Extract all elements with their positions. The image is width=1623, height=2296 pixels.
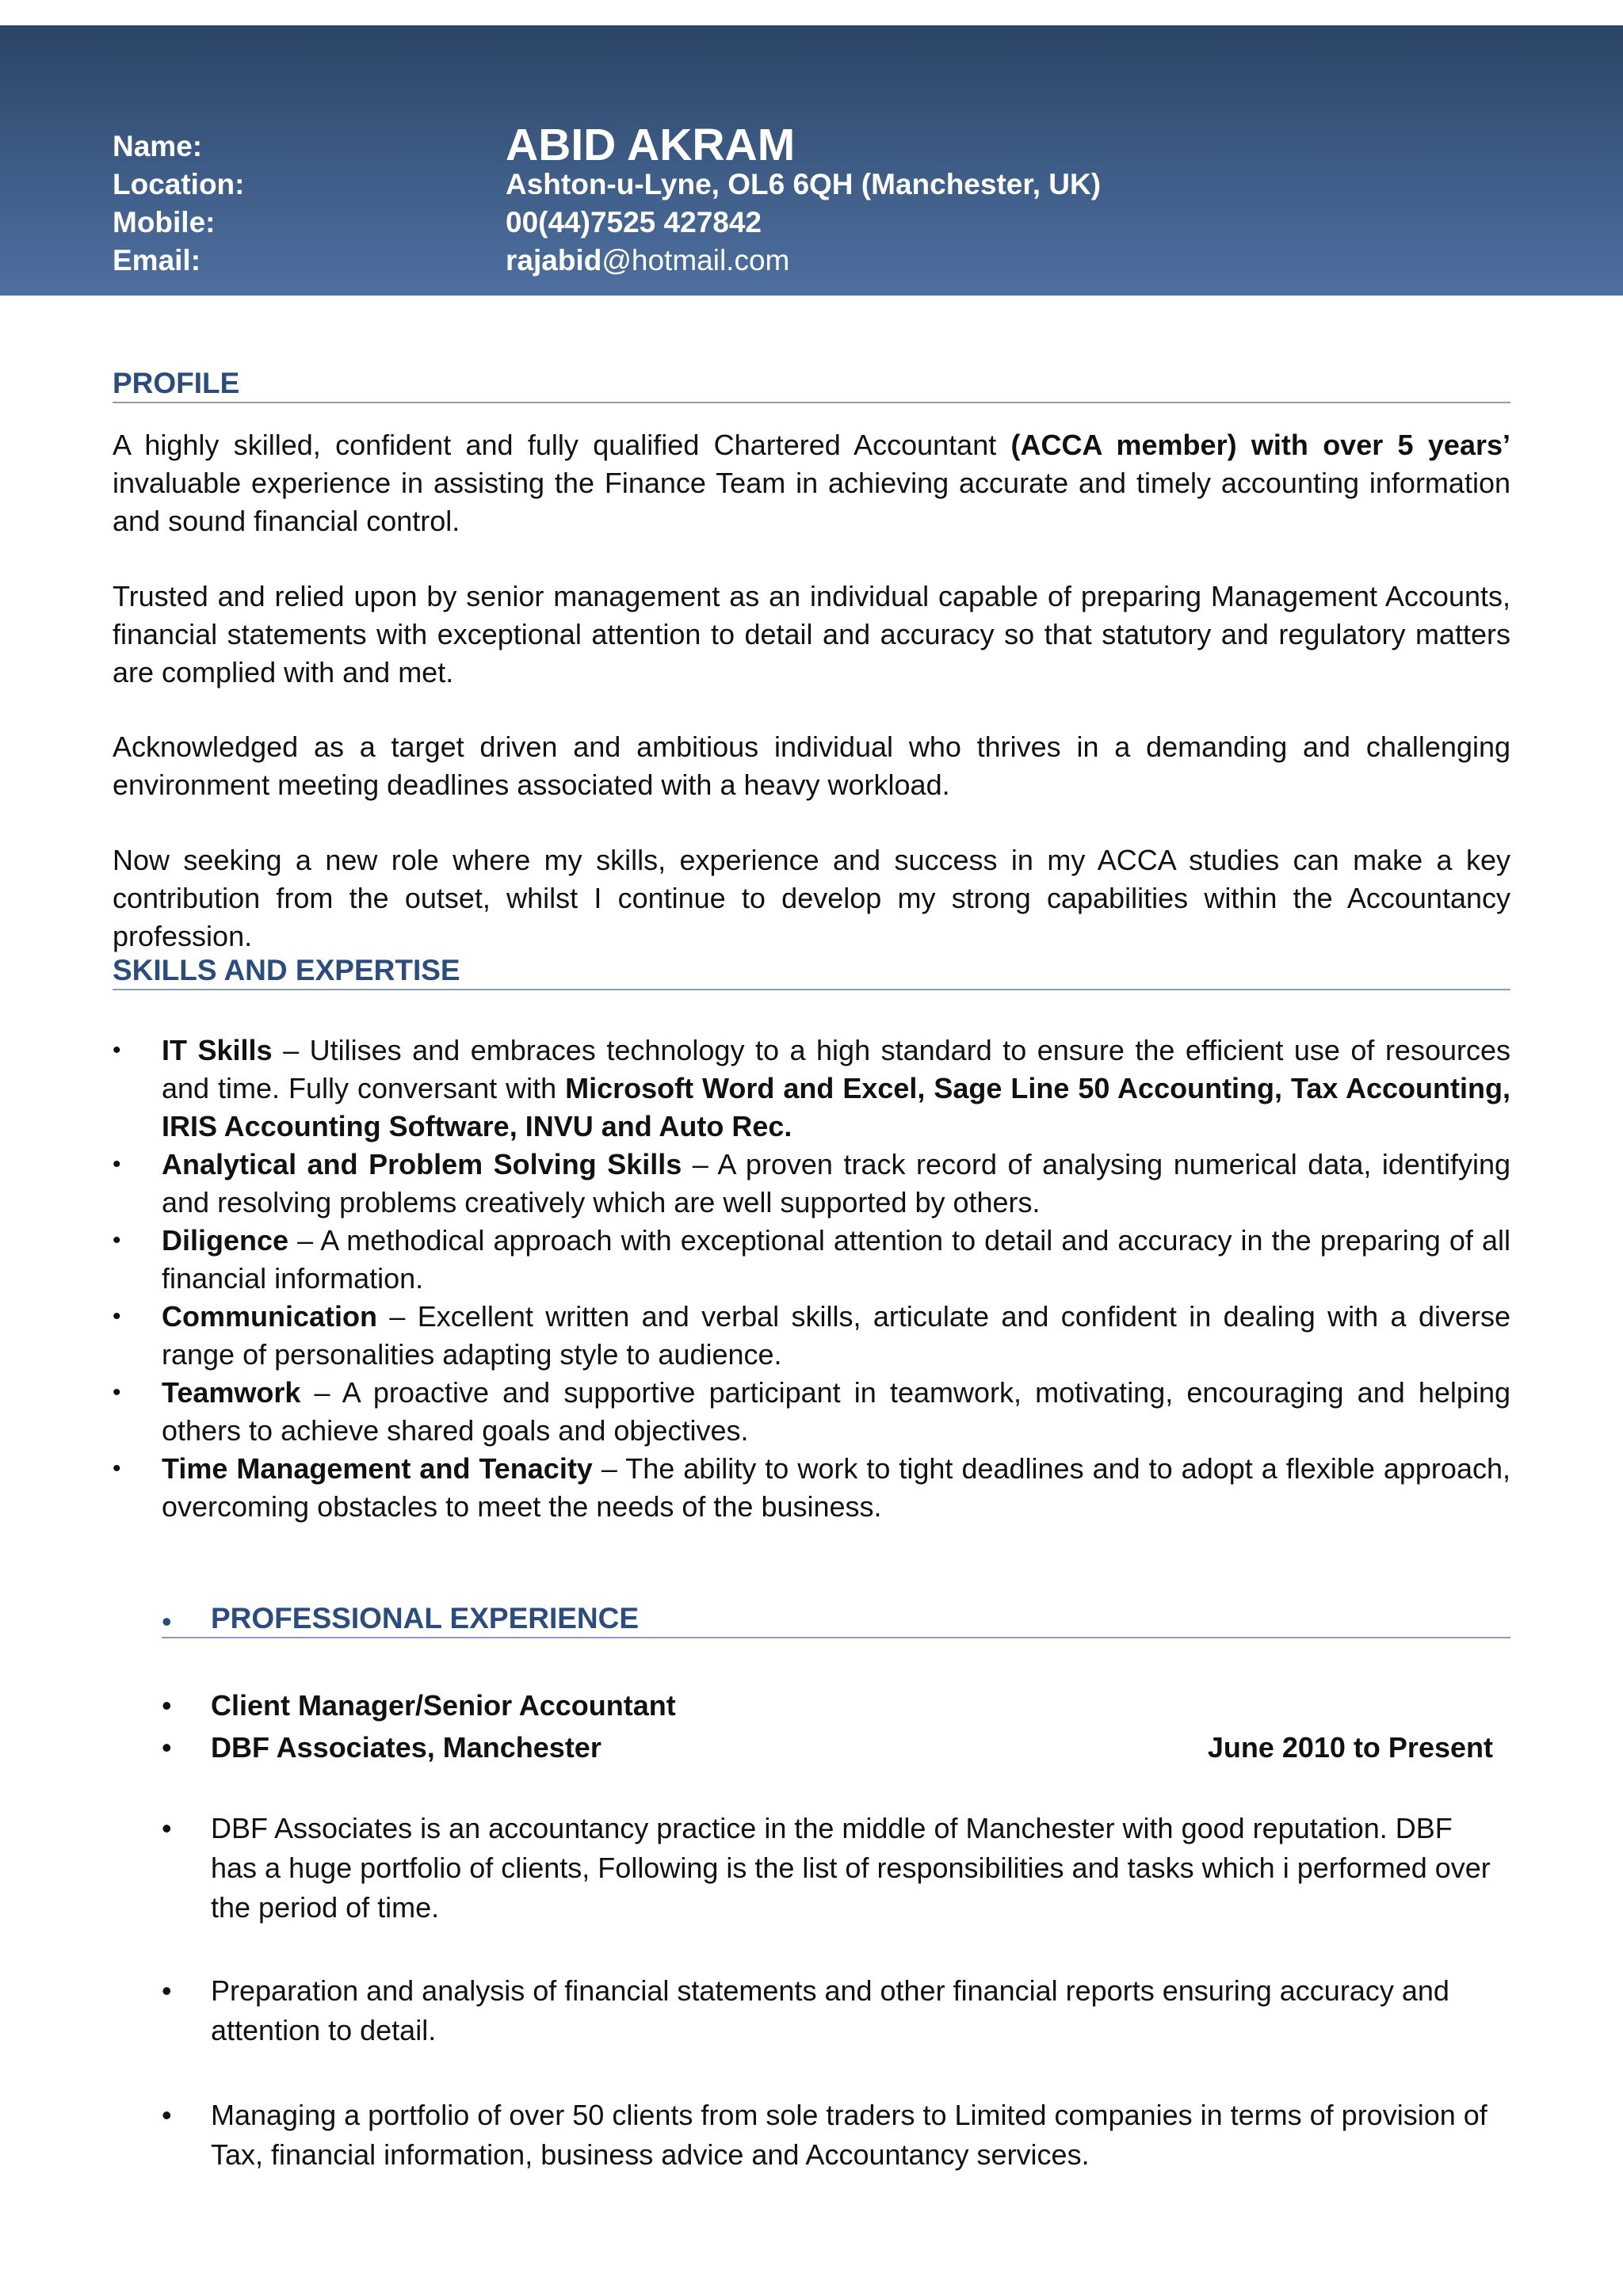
bullet: • [162, 1731, 172, 1764]
skill-teamwork-text: – A proactive and supportive participant in teamwork, motivating, encouraging and helping others to achieve shared goals and objectives. [162, 1376, 1510, 1447]
skill-item-analytical [113, 1146, 1510, 1222]
skill-diligence-text: – A methodical approach with exceptional attention to detail and accuracy in the preparing of all financial information. [162, 1224, 1510, 1295]
skill-communication-head: Communication [162, 1300, 378, 1333]
email-domain: @hotmail.com [601, 244, 790, 277]
experience-dates: June 2010 to Present [1207, 1731, 1493, 1764]
email-user: rajabid [506, 244, 602, 277]
skill-it-head: IT Skills [162, 1034, 273, 1066]
profile-paragraph-3: Acknowledged as a target driven and ambitious individual who thrives in a demanding and challenging environment meeting deadlines associated with a heavy workload. [113, 730, 1510, 801]
skills-list [113, 1032, 1510, 1526]
skill-teamwork-head: Teamwork [162, 1376, 301, 1409]
profile-p1-bold: (ACCA member) with over 5 years’ [1010, 429, 1510, 461]
profile-p1-text-end: invaluable experience in assisting the Finance Team in achieving accurate and timely accounting information and sound financial control. [113, 467, 1510, 537]
name-label: Name: [113, 130, 203, 162]
skill-item-communication [113, 1298, 1510, 1374]
profile-paragraph-2: Trusted and relied upon by senior management as an individual capable of preparing Management Accounts, financial statements with exceptional attention to detail and accuracy so that statutory and regulatory matters are complied with and met. [113, 580, 1510, 688]
skill-item-diligence [113, 1222, 1510, 1298]
skill-item-time-management [113, 1450, 1510, 1526]
location-value: Ashton-u-Lyne, OL6 6QH (Manchester, UK) [506, 168, 1102, 200]
mobile-label: Mobile: [113, 206, 216, 238]
skill-item-teamwork [113, 1374, 1510, 1450]
location-label: Location: [113, 168, 245, 200]
skill-time-text: – The ability to work to tight deadlines and to adopt a flexible approach, overcoming obstacles to meet the needs of the business. [162, 1452, 1510, 1523]
skill-diligence-head: Diligence [162, 1224, 289, 1257]
experience-task-1: Preparation and analysis of financial statements and other financial reports ensuring accuracy and attention to detail. [211, 1974, 1449, 2046]
bullet: • [162, 1689, 172, 1722]
profile-paragraph-1 [113, 426, 1510, 540]
skill-analytical-head: Analytical and Problem Solving Skills [162, 1148, 682, 1180]
bullet: • [162, 1812, 172, 1844]
skill-analytical-text: – A proven track record of analysing numerical data, identifying and resolving problems creatively which are well supported by others. [162, 1148, 1510, 1219]
skill-time-head: Time Management and Tenacity [162, 1452, 593, 1485]
header-banner [0, 25, 1623, 296]
bullet: • [162, 2099, 172, 2131]
skill-it-bold: Microsoft Word and Excel, Sage Line 50 Accounting, Tax Accounting, IRIS Accounting Software, INVU and Auto Rec. [162, 1072, 1510, 1142]
bullet: • [162, 1974, 172, 2007]
name-value: ABID AKRAM [506, 120, 796, 170]
profile-heading: PROFILE [113, 367, 1510, 403]
skills-heading: SKILLS AND EXPERTISE [113, 954, 1510, 990]
experience-description: DBF Associates is an accountancy practice in the middle of Manchester with good reputation. DBF has a huge portfolio of clients, Following is the list of responsibilities and tasks which i performed over the period of time. [211, 1812, 1491, 1924]
skill-item-it [113, 1032, 1510, 1146]
experience-task-2: Managing a portfolio of over 50 clients from sole traders to Limited companies in terms of provision of Tax, financial information, business advice and Accountancy services. [211, 2099, 1487, 2171]
mobile-value: 00(44)7525 427842 [506, 206, 762, 238]
skill-communication-text: – Excellent written and verbal skills, articulate and confident in dealing with a diverse range of personalities adapting style to audience. [162, 1300, 1510, 1371]
profile-paragraph-4: Now seeking a new role where my skills, experience and success in my ACCA studies can make a key contribution from the outset, whilst I continue to develop my strong capabilities within the Accountancy profession. [113, 844, 1510, 952]
experience-company: DBF Associates, Manchester [211, 1731, 601, 1764]
profile-p1-text: A highly skilled, confident and fully qualified Chartered Accountant [113, 429, 1011, 461]
email-value[interactable] [506, 244, 789, 277]
experience-heading: PROFESSIONAL EXPERIENCE [162, 1602, 1510, 1638]
email-label: Email: [113, 244, 201, 277]
bullet: • [162, 1605, 172, 1638]
experience-role: Client Manager/Senior Accountant [211, 1689, 676, 1722]
skill-it-text: – Utilises and embraces technology to a high standard to ensure the efficient use of resources and time. Fully conversant with [162, 1034, 1511, 1104]
